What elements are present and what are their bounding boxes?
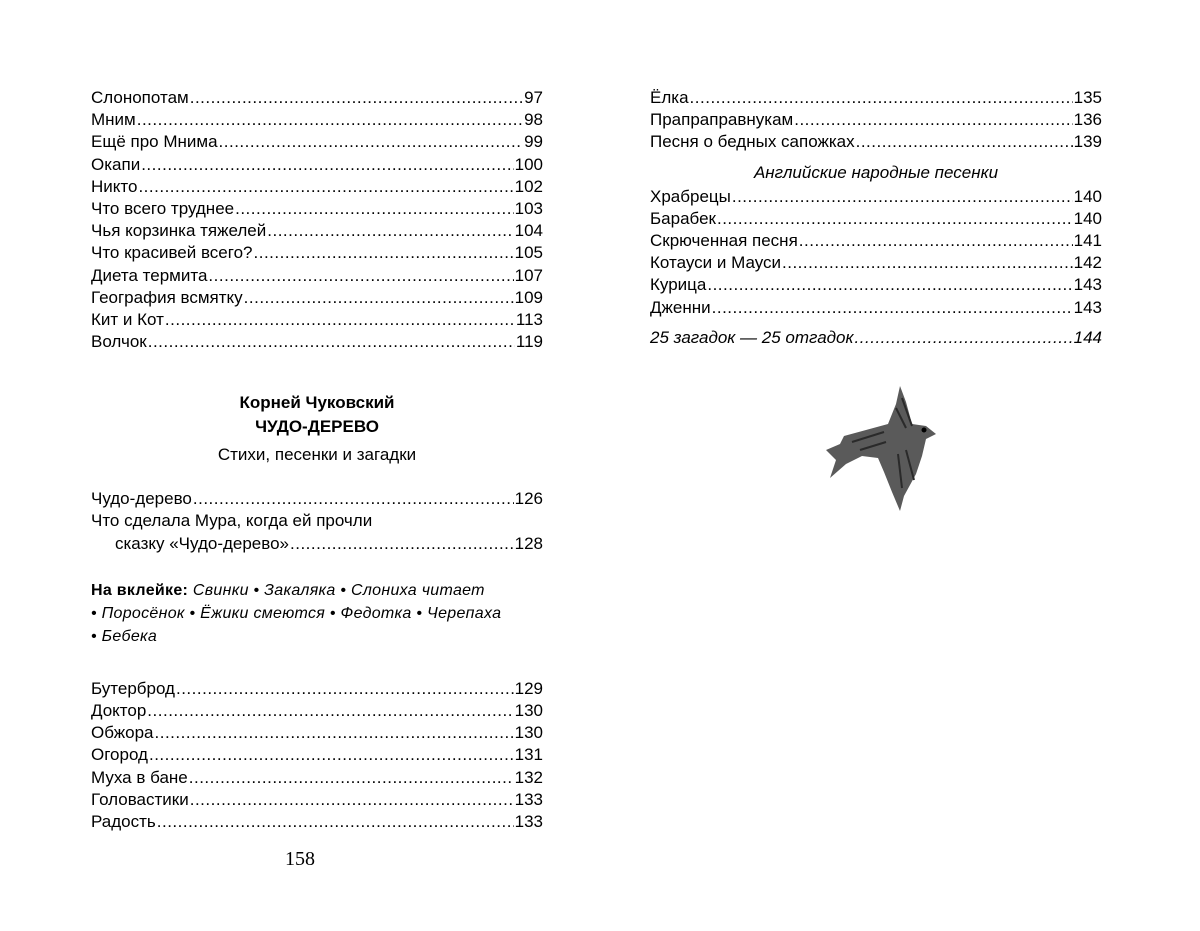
toc-entry-title: Чья корзинка тяжелей (91, 221, 267, 241)
toc-entry-page: 139 (1073, 132, 1102, 152)
leader-dots (190, 789, 514, 811)
toc-entry (91, 309, 543, 331)
toc-entry (91, 287, 543, 309)
toc-entry-title: Ещё про Мнима (91, 132, 218, 152)
toc-entry-page: 129 (514, 678, 543, 698)
toc-entry-page: 133 (514, 789, 543, 809)
leader-dots (148, 331, 515, 353)
toc-group-4 (650, 87, 1102, 154)
toc-entry-page: 113 (515, 309, 543, 329)
inset-list (91, 579, 543, 648)
leader-dots (244, 287, 514, 309)
section-title: Английские народные песенки (753, 162, 999, 182)
toc-entry (650, 230, 1102, 252)
toc-entry-title-line: Что сделала Мура, когда ей прочли (91, 511, 373, 531)
leader-dots (707, 274, 1072, 296)
toc-entry-page: 143 (1073, 275, 1102, 295)
toc-entry-title: Дженни (650, 297, 711, 317)
toc-group-5 (650, 186, 1102, 319)
toc-entry (91, 154, 543, 176)
leader-dots (235, 198, 514, 220)
left-column (91, 87, 543, 833)
toc-entry (650, 274, 1102, 296)
toc-entry-title: Слонопотам (91, 88, 189, 107)
toc-group-2 (91, 488, 543, 555)
toc-entry (650, 131, 1102, 153)
leader-dots (149, 744, 514, 766)
toc-entry (91, 87, 543, 109)
toc-entry-page: 131 (514, 745, 543, 765)
leader-dots (254, 242, 514, 264)
toc-entry (91, 331, 543, 353)
leader-dots (732, 186, 1073, 208)
toc-entry-page: 104 (514, 221, 543, 241)
toc-entry-title: Кит и Кот (91, 309, 164, 329)
toc-entry (91, 767, 543, 789)
toc-entry-page: 109 (514, 287, 543, 307)
toc-entry-title: География всмятку (91, 287, 243, 307)
toc-entry-title: Барабек (650, 208, 716, 228)
toc-entry (650, 186, 1102, 208)
toc-entry-page: 143 (1073, 297, 1102, 317)
toc-entry (91, 700, 543, 722)
toc-entry (650, 327, 1102, 349)
page-number: 158 (285, 848, 315, 870)
toc-entry (91, 176, 543, 198)
leader-dots (856, 131, 1073, 153)
toc-entry (91, 678, 543, 700)
inset-line: Свинки • Закаляка • Слониха читает (192, 581, 485, 599)
toc-entry-title: Чудо-дерево (91, 489, 192, 509)
leader-dots (189, 767, 514, 789)
toc-entry-title: Окапи (91, 154, 141, 174)
toc-entry-title: Головастики (91, 789, 189, 809)
toc-entry (650, 87, 1102, 109)
toc-entry-title: Скрюченная песня (650, 230, 798, 250)
toc-entry-page: 100 (514, 154, 543, 174)
leader-dots (717, 208, 1073, 230)
leader-dots (157, 811, 514, 833)
inset-label: На вклейке: (91, 581, 189, 599)
toc-entry-title: Ёлка (650, 88, 689, 107)
toc-entry-title: Муха в бане (91, 767, 188, 787)
toc-entry-title: Прапраправнукам (650, 110, 794, 130)
toc-entry (91, 131, 543, 153)
leader-dots (794, 109, 1072, 131)
toc-entry-title: Обжора (91, 723, 154, 743)
toc-entry-page: 136 (1073, 110, 1102, 130)
toc-group-1 (91, 87, 543, 353)
leader-dots (690, 87, 1073, 109)
toc-entry (91, 198, 543, 220)
leader-dots (219, 131, 524, 153)
toc-entry (650, 297, 1102, 319)
right-page (600, 0, 1200, 931)
author-name: Корней Чуковский (239, 393, 395, 413)
toc-entry (91, 533, 543, 555)
toc-group-6 (650, 327, 1102, 349)
leader-dots (141, 154, 513, 176)
toc-entry-page: 98 (524, 110, 543, 130)
toc-entry-page: 141 (1073, 230, 1102, 250)
toc-entry-page: 133 (514, 811, 543, 831)
toc-entry (650, 208, 1102, 230)
toc-entry-title: Бутерброд (91, 678, 175, 698)
toc-entry-page: 126 (514, 489, 543, 509)
toc-entry (650, 109, 1102, 131)
toc-entry (650, 252, 1102, 274)
bird-icon (826, 384, 936, 514)
book-title: ЧУДО-ДЕРЕВО (255, 417, 379, 437)
toc-entry-page: 102 (514, 176, 543, 196)
leader-dots (137, 109, 523, 131)
leader-dots (147, 700, 513, 722)
leader-dots (712, 297, 1073, 319)
toc-entry (91, 744, 543, 766)
leader-dots (208, 265, 513, 287)
leader-dots (782, 252, 1073, 274)
toc-entry (91, 488, 543, 510)
toc-entry-page: 135 (1073, 88, 1102, 107)
toc-entry (91, 242, 543, 264)
leader-dots (267, 220, 513, 242)
toc-entry (91, 722, 543, 744)
toc-entry (91, 220, 543, 242)
toc-entry (91, 265, 543, 287)
toc-entry-page: 144 (1073, 327, 1102, 347)
toc-entry-page: 130 (514, 701, 543, 720)
toc-entry-title: Котауси и Мауси (650, 253, 782, 273)
toc-entry-page: 128 (514, 533, 543, 553)
toc-entry-page: 103 (514, 198, 543, 218)
toc-entry-page: 97 (524, 88, 543, 107)
inset-line: • Поросёнок • Ёжики смеются • Федотка • Черепаха (91, 604, 502, 622)
toc-entry-title: Огород (91, 745, 148, 765)
leader-dots (855, 327, 1073, 349)
leader-dots (155, 722, 514, 744)
toc-entry (91, 811, 543, 833)
toc-entry-title: Что красивей всего? (91, 243, 253, 263)
right-column (650, 87, 1102, 349)
leader-dots (176, 678, 514, 700)
toc-entry-page: 107 (514, 265, 543, 285)
toc-entry-title: Песня о бедных сапожках (650, 132, 855, 152)
toc-entry-title: Диета термита (91, 265, 208, 285)
leader-dots (193, 488, 514, 510)
toc-entry-page: 140 (1073, 208, 1102, 228)
toc-entry-page: 119 (515, 332, 543, 352)
toc-entry-title: Храбрецы (650, 186, 731, 206)
toc-entry-title: Радость (91, 811, 156, 831)
leader-dots (799, 230, 1073, 252)
toc-entry-page: 140 (1073, 186, 1102, 206)
toc-entry-page: 99 (524, 132, 543, 152)
toc-entry-title: 25 загадок — 25 отгадок (650, 327, 854, 347)
toc-entry (91, 789, 543, 811)
toc-entry-title: Доктор (91, 701, 147, 720)
toc-entry-page: 130 (514, 723, 543, 743)
toc-entry (91, 109, 543, 131)
toc-entry-page: 105 (514, 243, 543, 263)
toc-entry-title: сказку «Чудо-дерево» (115, 533, 290, 553)
toc-entry-page: 132 (514, 767, 543, 787)
toc-entry-title: Курица (650, 275, 707, 295)
toc-entry-title: Волчок (91, 332, 147, 352)
toc-group-3 (91, 678, 543, 833)
leader-dots (290, 533, 514, 555)
toc-entry-title: Никто (91, 176, 138, 196)
toc-entry-page: 142 (1073, 253, 1102, 273)
leader-dots (138, 176, 513, 198)
inset-line: • Бебека (91, 627, 158, 645)
leader-dots (165, 309, 515, 331)
book-subtitle: Стихи, песенки и загадки (217, 445, 417, 465)
toc-entry-title: Что всего труднее (91, 198, 235, 218)
toc-entry-title: Мним (91, 110, 136, 130)
leader-dots (190, 87, 523, 109)
